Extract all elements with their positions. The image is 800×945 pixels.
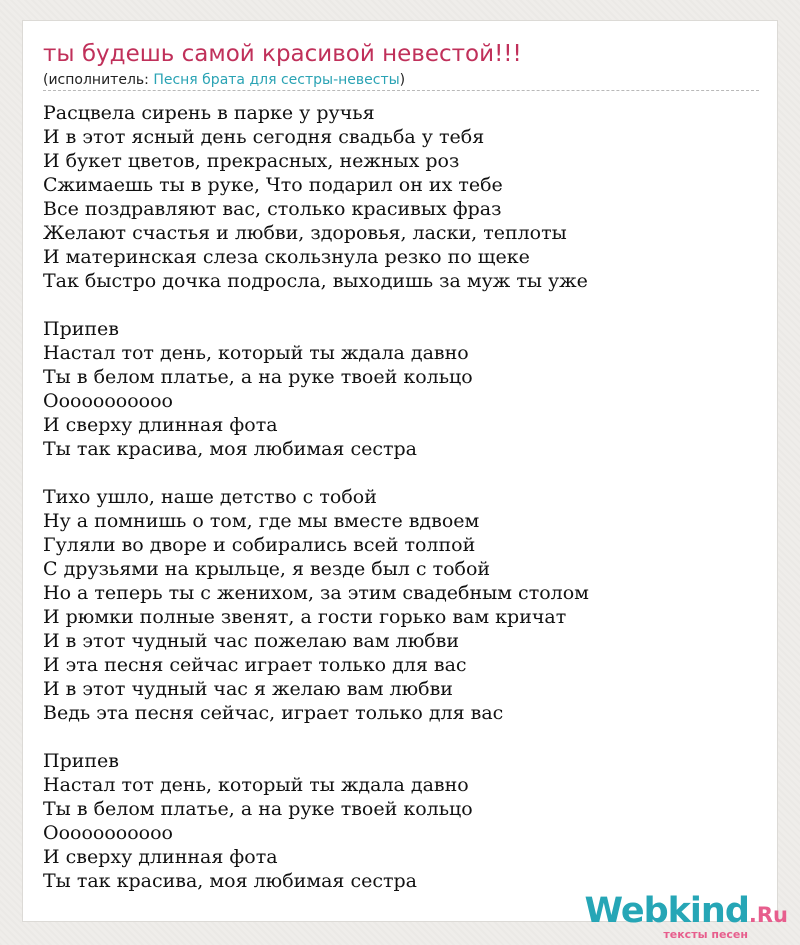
lyrics-text — [43, 101, 763, 893]
performer-link[interactable]: Песня брата для сестры-невесты — [153, 72, 400, 88]
lyrics-line: Все поздравляют вас, столько красивых фраз — [43, 198, 502, 220]
lyrics-line: И в этот ясный день сегодня свадьба у тебя — [43, 126, 485, 148]
performer-line — [43, 72, 405, 88]
lyrics-line: И в этот чудный час пожелаю вам любви — [43, 630, 460, 652]
lyrics-line: Гуляли во дворе и собирались всей толпой — [43, 534, 476, 556]
logo-wordmark — [584, 891, 788, 931]
lyrics-line: Припев — [43, 750, 119, 772]
logo-tld: .Ru — [748, 903, 788, 927]
lyrics-line: И букет цветов, прекрасных, нежных роз — [43, 150, 460, 172]
lyrics-line: Ооооооооооо — [43, 822, 173, 844]
lyrics-line: Ооооооооооо — [43, 390, 173, 412]
lyrics-line: И сверху длинная фота — [43, 846, 278, 868]
lyrics-line: И материнская слеза скользнула резко по щеке — [43, 246, 530, 268]
lyrics-line: Припев — [43, 318, 119, 340]
lyrics-line: И эта песня сейчас играет только для вас — [43, 654, 467, 676]
lyrics-line: Ну а помнишь о том, где мы вместе вдвоем — [43, 510, 480, 532]
logo-tagline: тексты песен — [663, 928, 748, 941]
logo-main-text: Webkind — [584, 891, 749, 931]
lyrics-line: Желают счастья и любви, здоровья, ласки, теплоты — [43, 222, 567, 244]
lyrics-line: Настал тот день, который ты ждала давно — [43, 342, 469, 364]
site-logo[interactable] — [584, 891, 792, 943]
lyrics-line: Ты так красива, моя любимая сестра — [43, 438, 417, 460]
lyrics-line: Ведь эта песня сейчас, играет только для вас — [43, 702, 504, 724]
lyrics-line: Ты в белом платье, а на руке твоей кольцо — [43, 798, 473, 820]
lyrics-line: С друзьями на крыльце, я везде был с тобой — [43, 558, 491, 580]
lyrics-line: Ты так красива, моя любимая сестра — [43, 870, 417, 892]
lyrics-blank-line — [43, 725, 763, 749]
lyrics-line: Настал тот день, который ты ждала давно — [43, 774, 469, 796]
lyrics-line: И сверху длинная фота — [43, 414, 278, 436]
lyrics-line: И в этот чудный час я желаю вам любви — [43, 678, 453, 700]
lyrics-line: Тихо ушло, наше детство с тобой — [43, 486, 377, 508]
lyrics-line: Но а теперь ты с женихом, за этим свадебным столом — [43, 582, 589, 604]
lyrics-line: Сжимаешь ты в руке, Что подарил он их тебе — [43, 174, 503, 196]
lyrics-card — [22, 20, 778, 922]
divider — [43, 90, 759, 91]
song-title: ты будешь самой красивой невестой!!! — [43, 41, 522, 67]
lyrics-line: Ты в белом платье, а на руке твоей кольцо — [43, 366, 473, 388]
lyrics-blank-line — [43, 461, 763, 485]
lyrics-line: Расцвела сирень в парке у ручья — [43, 102, 375, 124]
performer-suffix: ) — [399, 72, 406, 88]
lyrics-line: И рюмки полные звенят, а гости горько вам кричат — [43, 606, 567, 628]
lyrics-blank-line — [43, 293, 763, 317]
lyrics-line: Так быстро дочка подросла, выходишь за муж ты уже — [43, 270, 588, 292]
performer-prefix: (исполнитель: — [43, 72, 154, 88]
